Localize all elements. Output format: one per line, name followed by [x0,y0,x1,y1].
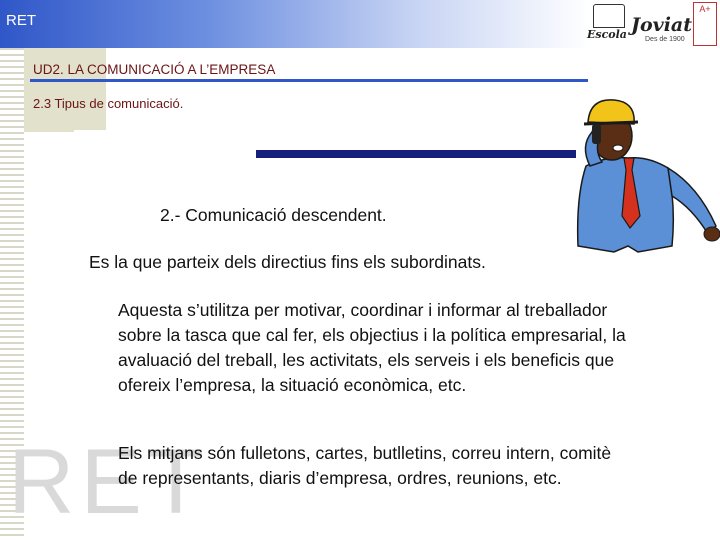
logo-school-text: Escola [587,28,627,41]
logo-name-text: Joviat [631,14,693,36]
title-underline [30,79,588,82]
school-logo [585,0,720,48]
worker-phone-illustration [568,96,720,260]
banner-title: RET [6,12,36,29]
subtopic-title: 2.3 Tipus de comunicació. [33,96,184,111]
decorative-bar [256,150,576,158]
paragraph-purpose: Aquesta s’utilitza per motivar, coordinar i informar al treballador sobre la tasca que cal fer, els objectius i la política empresarial, la avaluació del treball, les activitats, els serveis i els beneficis que ofereix l’empresa, la situació econòmica, etc. [118,300,626,395]
beige-block [24,48,106,130]
logo-subtitle: Des de 1900 [645,36,685,43]
watermark: RET [8,431,210,533]
certification-badge: A+ [693,2,717,46]
section-heading: 2.- Comunicació descendent. [160,205,387,225]
title-banner [0,0,590,48]
definition-text: Es la que parteix dels directius fins els subordinats. [89,252,486,272]
paragraph-means: Els mitjans són fulletons, cartes, butlletins, correu intern, comitè de representants, diaris d’empresa, ordres, reunions, etc. [118,443,612,488]
beige-block-edge [24,130,74,132]
unit-title: UD2. LA COMUNICACIÓ A L’EMPRESA [33,62,276,77]
book-icon [593,4,625,28]
